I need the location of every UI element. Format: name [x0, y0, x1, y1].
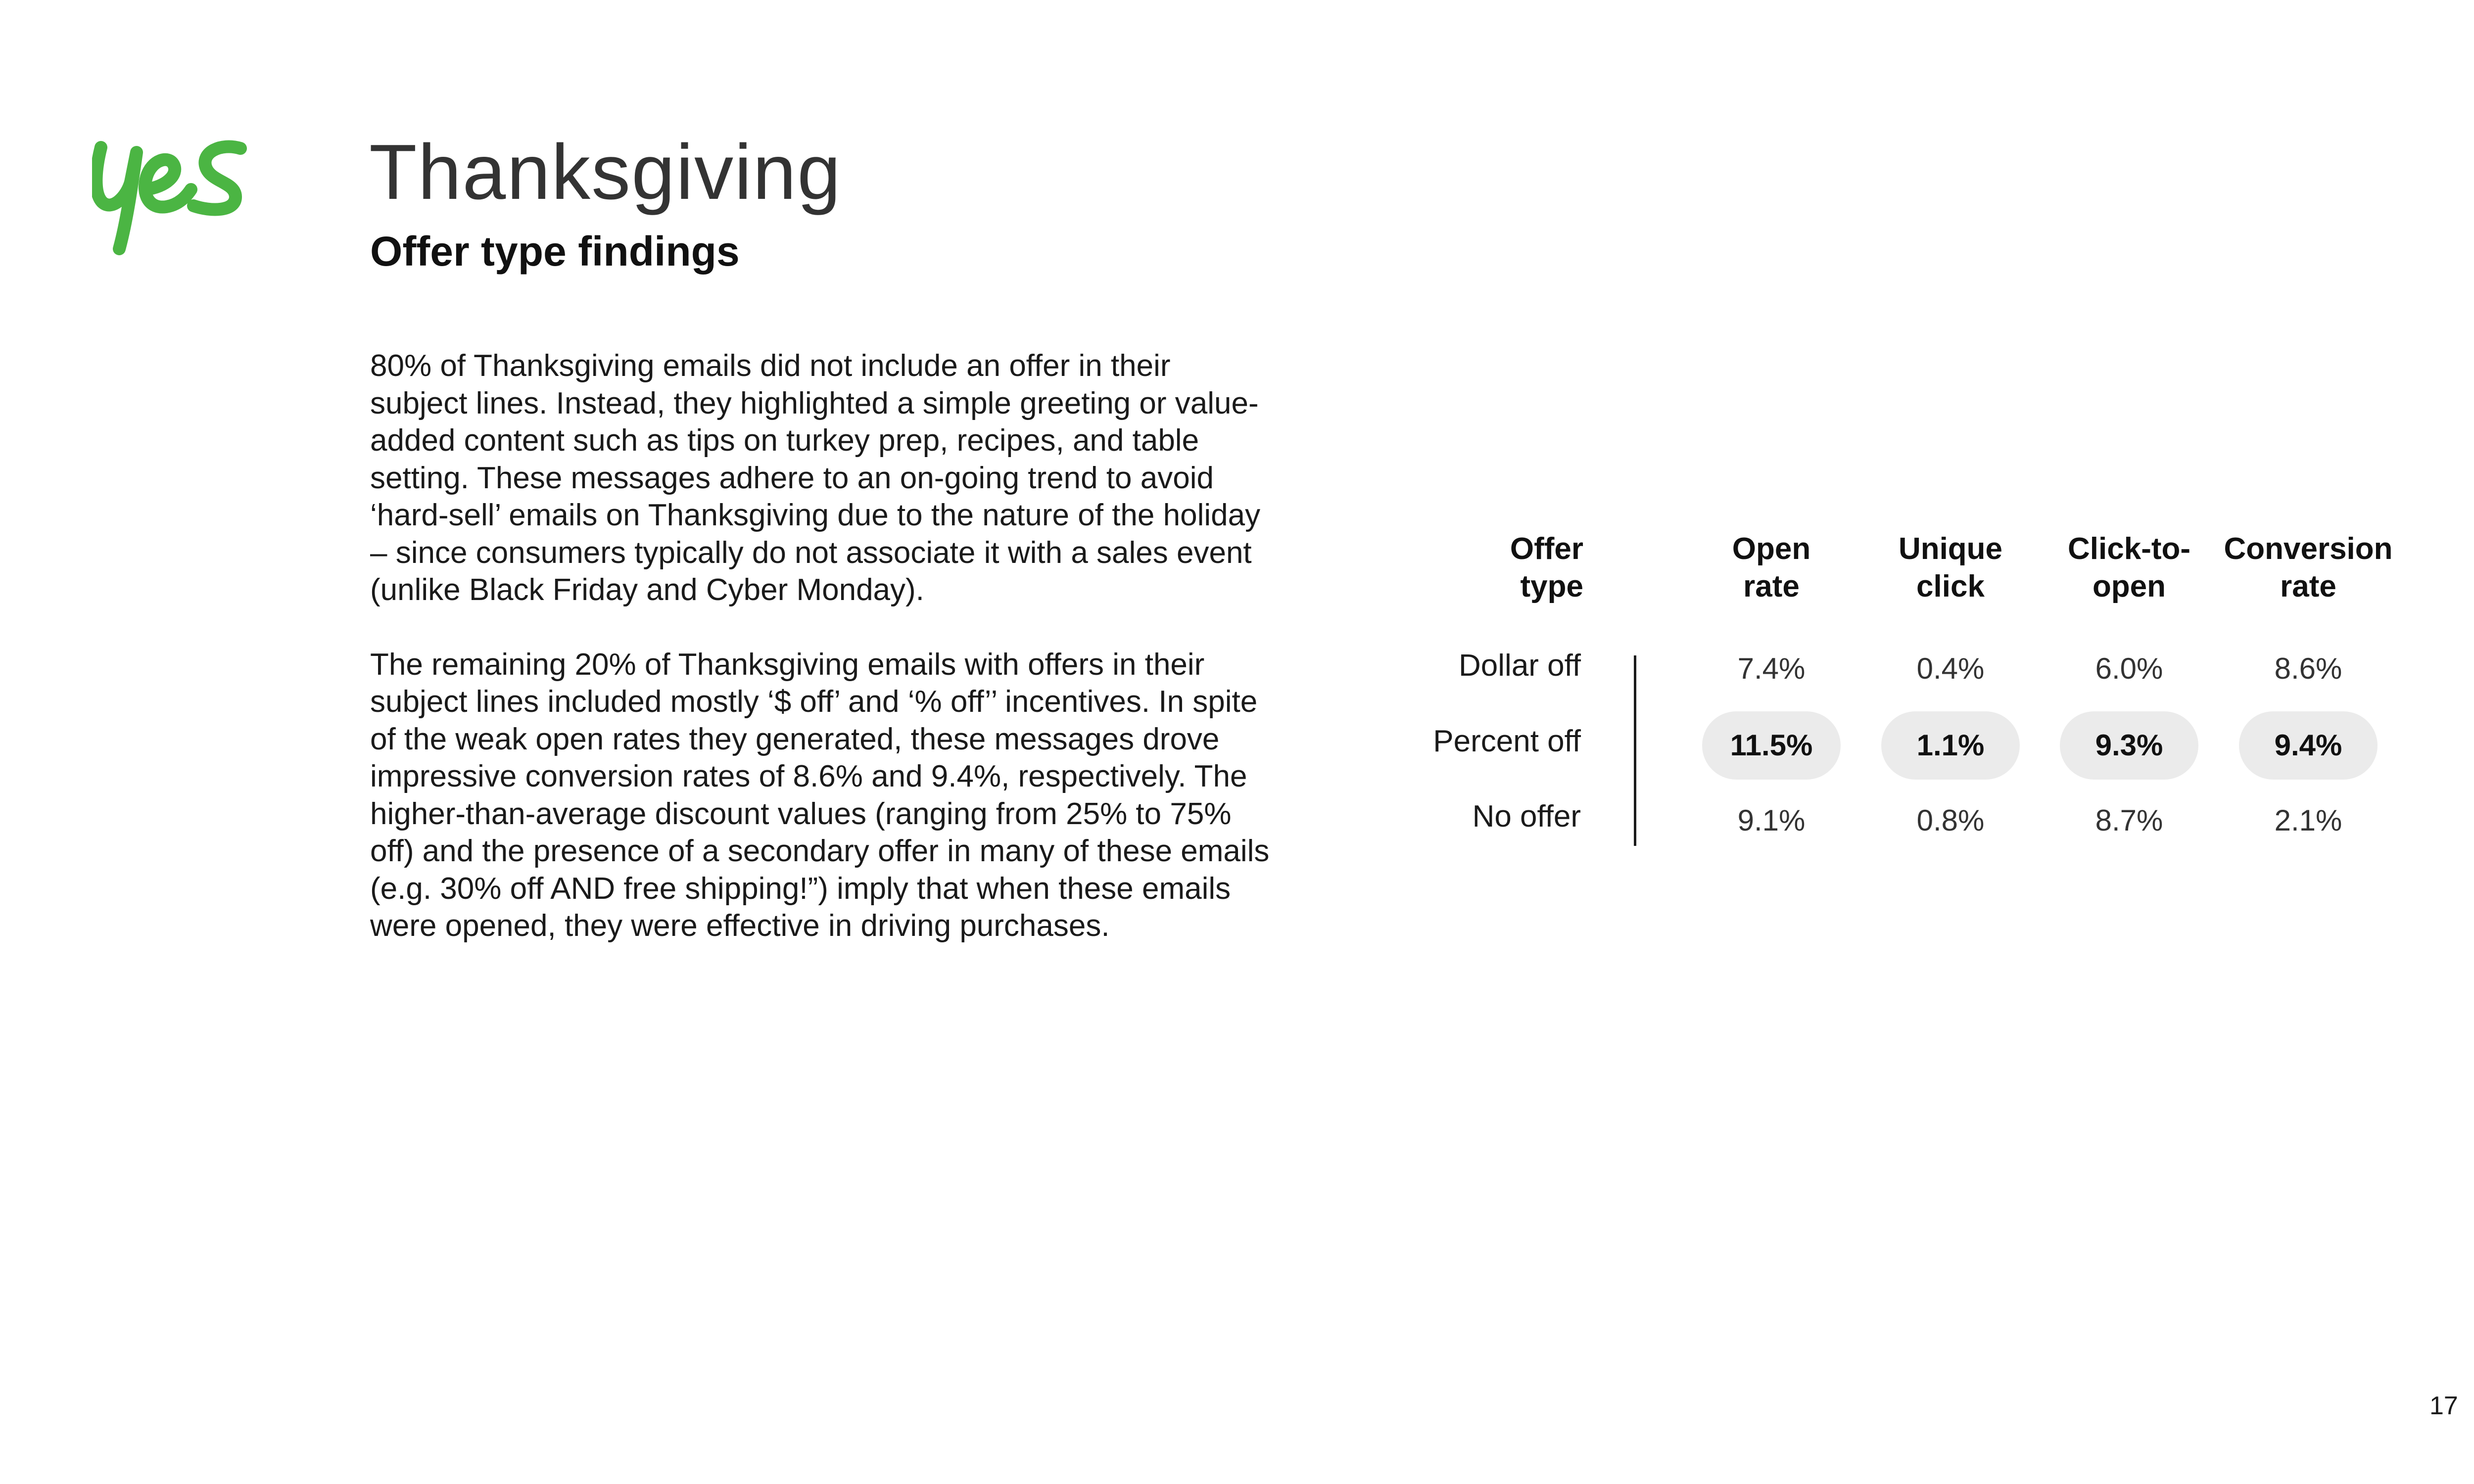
paragraph: 80% of Thanksgiving emails did not include an offer in their subject lines. Instead, they highlighted a simple greeting or value-added content such as tips on turkey prep, recipes, and table setting. These messages adhere to an on-going trend to avoid ‘hard-sell’ emails on Thanksgiving due to the nature of the holiday – since consumers typically do not associate it with a sales event (unlike Black Friday and Cyber Monday).: [370, 349, 1261, 607]
header-conversion-rate: Conversion rate: [2224, 532, 2393, 603]
page-number: 17: [2429, 1391, 2458, 1420]
table-cell: 2.1%: [2274, 804, 2342, 837]
body-text: [370, 347, 1276, 982]
row-label-no-offer: No offer: [1472, 799, 1581, 834]
yes-logo: [92, 138, 260, 261]
table-cell-highlighted: 11.5%: [1702, 711, 1841, 780]
table-cell: 8.6%: [2274, 652, 2342, 685]
header-click-to-open: Click-to- open: [2068, 532, 2190, 603]
table-cell-highlighted: 1.1%: [1881, 711, 2020, 780]
table-cell: 7.4%: [1737, 652, 1806, 685]
header-open-rate: Open rate: [1732, 532, 1811, 603]
table-cell: 0.4%: [1916, 652, 1985, 685]
table-cell-highlighted: 9.4%: [2239, 711, 2378, 780]
table-cell-highlighted: 9.3%: [2060, 711, 2198, 780]
header-unique-click: Unique click: [1898, 532, 2003, 603]
table-divider: [1634, 655, 1636, 846]
table-cell: 6.0%: [2095, 652, 2163, 685]
header-offer-type: Offer type: [1510, 532, 1583, 603]
table-cell: 9.1%: [1737, 804, 1806, 837]
page-subtitle: Offer type findings: [370, 228, 740, 275]
paragraph: The remaining 20% of Thanksgiving emails with offers in their subject lines included mostly ‘$ off’ and ‘% off’’ incentives. In spite of the weak open rates they generated, these messages drove impressive conversion rates of 8.6% and 9.4%, respectively. The higher-than-average discount values (ranging from 25% to 75% off) and the presence of a secondary offer in many of these emails (e.g. 30% off AND free shipping!”) imply that when these emails were opened, they were effective in driving purchases.: [370, 647, 1270, 943]
row-label-dollar-off: Dollar off: [1459, 649, 1581, 683]
table-cell: 8.7%: [2095, 804, 2163, 837]
table-cell: 0.8%: [1916, 804, 1985, 837]
row-label-percent-off: Percent off: [1433, 724, 1581, 758]
page-title: Thanksgiving: [369, 129, 842, 216]
